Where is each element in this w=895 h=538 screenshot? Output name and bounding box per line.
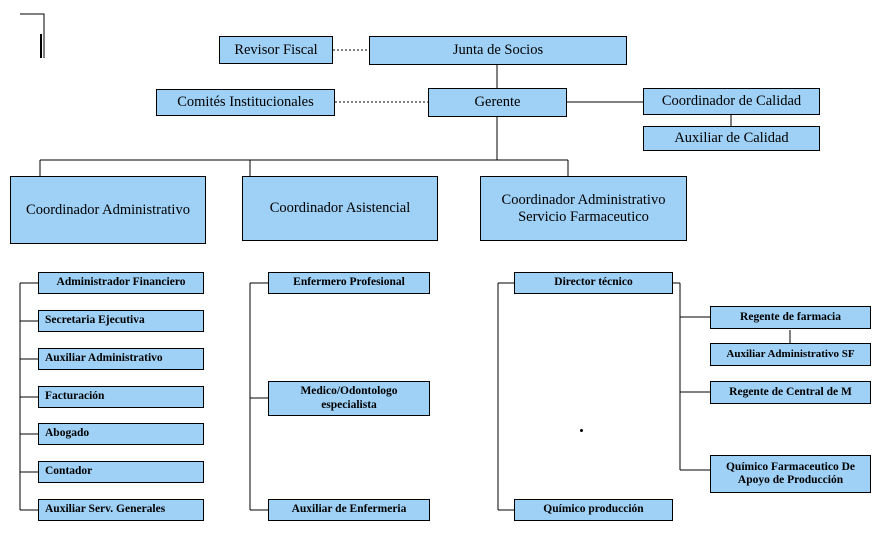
node-gerente[interactable] — [428, 88, 567, 117]
node-comites-institucionales[interactable] — [156, 89, 335, 116]
node-label: Auxiliar Administrativo — [45, 352, 163, 365]
node-label: Auxiliar Administrativo SF — [726, 348, 855, 361]
node-medico-odontologo-especialista[interactable] — [268, 381, 430, 416]
node-auxiliar-de-enfermeria[interactable] — [268, 499, 430, 521]
node-auxiliar-serv-generales[interactable] — [38, 499, 204, 521]
node-label: Revisor Fiscal — [234, 41, 318, 58]
decorative-dot — [580, 429, 583, 432]
node-label: Auxiliar de Enfermeria — [291, 503, 407, 516]
node-contador[interactable] — [38, 461, 204, 483]
node-coordinador-asistencial[interactable] — [242, 176, 438, 241]
node-label: Auxiliar Serv. Generales — [45, 503, 166, 516]
node-administrador-financiero[interactable] — [38, 272, 204, 294]
node-auxiliar-de-calidad[interactable] — [643, 126, 820, 151]
node-label: Coordinador Asistencial — [269, 200, 411, 217]
node-junta-de-socios[interactable] — [369, 36, 627, 65]
node-label: Administrador Financiero — [56, 276, 186, 289]
node-label: Coordinador Administrativo — [26, 201, 190, 218]
node-quimico-farmaceutico-apoyo-produccion[interactable] — [710, 455, 871, 493]
node-label: Junta de Socios — [452, 42, 544, 59]
node-abogado[interactable] — [38, 423, 204, 445]
node-label: Regente de Central de M — [729, 385, 852, 398]
node-label: Director técnico — [554, 276, 633, 289]
node-secretaria-ejecutiva[interactable] — [38, 310, 204, 332]
node-enfermero-profesional[interactable] — [268, 272, 430, 294]
node-label: Químico producción — [543, 503, 644, 516]
node-revisor-fiscal[interactable] — [219, 36, 333, 64]
node-label: Coordinador de Calidad — [661, 93, 802, 110]
node-facturacion[interactable] — [38, 386, 204, 408]
node-label: Comités Institucionales — [177, 94, 314, 111]
node-label: Contador — [45, 465, 93, 478]
node-label: Coordinador Administrativo Servicio Farmaceutico — [501, 191, 666, 225]
node-coordinador-administrativo-servicio-farmaceutico[interactable] — [480, 176, 687, 241]
node-label: Secretaria Ejecutiva — [45, 314, 145, 327]
node-label: Medico/Odontologo especialista — [300, 385, 398, 411]
node-label: Gerente — [474, 94, 521, 111]
node-label: Regente de farmacia — [740, 310, 841, 323]
node-coordinador-administrativo[interactable] — [10, 176, 206, 244]
node-quimico-produccion[interactable] — [514, 499, 673, 521]
node-auxiliar-administrativo[interactable] — [38, 348, 204, 370]
node-coordinador-de-calidad[interactable] — [643, 88, 820, 115]
node-label: Facturación — [45, 390, 105, 403]
node-label: Auxiliar de Calidad — [674, 130, 789, 147]
node-label: Abogado — [45, 427, 90, 440]
node-label: Químico Farmaceutico De Apoyo de Producción — [725, 460, 855, 486]
node-regente-de-central-de-m[interactable] — [710, 381, 871, 404]
node-regente-de-farmacia[interactable] — [710, 306, 871, 329]
node-director-tecnico[interactable] — [514, 272, 673, 294]
node-label: Enfermero Profesional — [293, 276, 405, 289]
node-auxiliar-administrativo-sf[interactable] — [710, 343, 871, 366]
